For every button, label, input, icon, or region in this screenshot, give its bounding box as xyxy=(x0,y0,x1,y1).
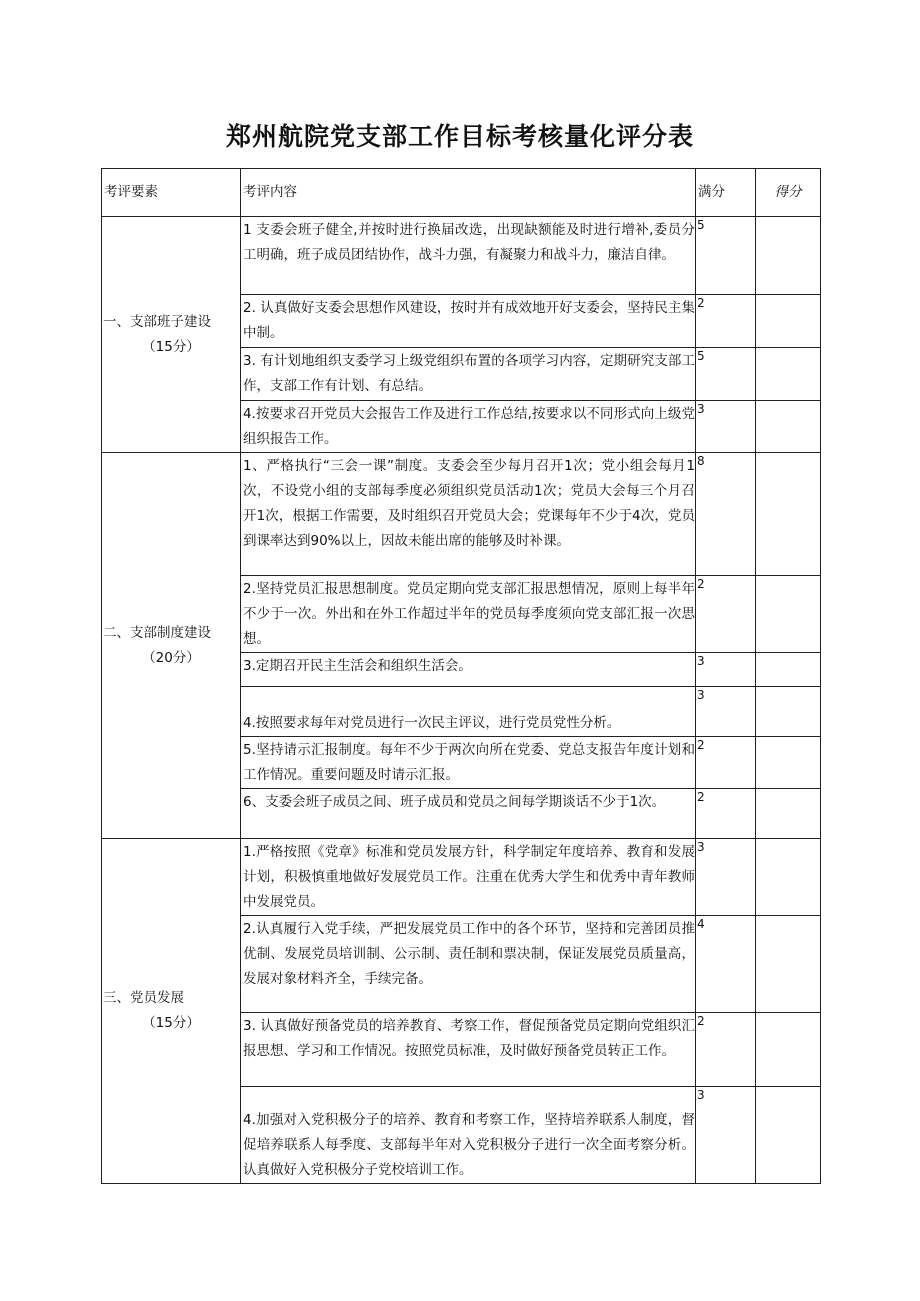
score-input[interactable] xyxy=(756,737,821,789)
header-item: 考评要素 xyxy=(102,169,241,217)
criteria-content: 2.坚持党员汇报思想制度。党员定期向党支部汇报思想情况，原则上每半年不少于一次。外出和在外工作超过半年的党员每季度须向党支部汇报一次思想。 xyxy=(241,576,696,653)
section-points: （15分） xyxy=(142,1015,200,1031)
header-score: 得分 xyxy=(756,169,821,217)
full-score: 3 xyxy=(696,653,756,687)
full-score: 5 xyxy=(696,348,756,401)
score-input[interactable] xyxy=(756,217,821,295)
score-input[interactable] xyxy=(756,687,821,737)
full-score: 8 xyxy=(696,453,756,576)
section-cell xyxy=(102,217,241,453)
criteria-content: 6、支委会班子成员之间、班子成员和党员之间每学期谈话不少于1次。 xyxy=(241,789,696,839)
section-points: （20分） xyxy=(142,649,200,666)
page-title: 郑州航院党支部工作目标考核量化评分表 xyxy=(225,122,694,151)
criteria-content: 1 支委会班子健全,并按时进行换届改选，出现缺额能及时进行增补,委员分工明确，班子成员团结协作，战斗力强，有凝聚力和战斗力，廉洁自律。 xyxy=(241,217,696,295)
full-score: 5 xyxy=(696,217,756,295)
criteria-content: 2.认真履行入党手续，严把发展党员工作中的各个环节，坚持和完善团员推优制、发展党员培训制、公示制、责任制和票决制，保证发展党员质量高，发展对象材料齐全，手续完备。 xyxy=(241,916,696,1013)
full-score: 3 xyxy=(696,687,756,737)
score-input[interactable] xyxy=(756,1013,821,1087)
criteria-content: 1、严格执行“三会一课”制度。支委会至少每月召开1次；党小组会每月1次，不设党小组的支部每季度必须组织党员活动1次；党员大会每三个月召开1次，根据工作需要，及时组织召开党员大会；党课每年不少于4次，党员到课率达到90%以上，因故未能出席的能够及时补课。 xyxy=(241,453,696,576)
header-content: 考评内容 xyxy=(241,169,696,217)
section-name: 一、支部班子建设 xyxy=(103,313,211,330)
section-points: （15分） xyxy=(142,338,200,355)
table-row xyxy=(102,453,821,576)
score-table xyxy=(101,168,821,1184)
header-full-score: 满分 xyxy=(696,169,756,217)
score-input[interactable] xyxy=(756,295,821,348)
full-score: 2 xyxy=(696,576,756,653)
section-cell xyxy=(102,839,241,1184)
header-row xyxy=(102,169,821,217)
score-input[interactable] xyxy=(756,789,821,839)
criteria-content: 5.坚持请示汇报制度。每年不少于两次向所在党委、党总支报告年度计划和工作情况。重要问题及时请示汇报。 xyxy=(241,737,696,789)
score-input[interactable] xyxy=(756,348,821,401)
criteria-content: 2. 认真做好支委会思想作风建设，按时并有成效地开好支委会，坚持民主集中制。 xyxy=(241,295,696,348)
criteria-content: 3. 认真做好预备党员的培养教育、考察工作，督促预备党员定期向党组织汇报思想、学习和工作情况。按照党员标准，及时做好预备党员转正工作。 xyxy=(241,1013,696,1087)
full-score: 2 xyxy=(696,295,756,348)
full-score: 3 xyxy=(696,1087,756,1184)
section-cell xyxy=(102,453,241,839)
criteria-content: 4.按要求召开党员大会报告工作及进行工作总结,按要求以不同形式向上级党组织报告工作。 xyxy=(241,401,696,453)
full-score: 2 xyxy=(696,789,756,839)
criteria-content: 4.按照要求每年对党员进行一次民主评议，进行党员党性分析。 xyxy=(241,687,696,737)
score-input[interactable] xyxy=(756,653,821,687)
table-row xyxy=(102,217,821,295)
full-score: 2 xyxy=(696,1013,756,1087)
full-score: 3 xyxy=(696,401,756,453)
table-row xyxy=(102,839,821,916)
section-name: 二、支部制度建设 xyxy=(103,624,211,641)
criteria-content: 3. 有计划地组织支委学习上级党组织布置的各项学习内容，定期研究支部工作，支部工作有计划、有总结。 xyxy=(241,348,696,401)
full-score: 2 xyxy=(696,737,756,789)
criteria-content: 4.加强对入党积极分子的培养、教育和考察工作，坚持培养联系人制度，督促培养联系人每季度、支部每半年对入党积极分子进行一次全面考察分析。认真做好入党积极分子党校培训工作。 xyxy=(241,1087,696,1184)
criteria-content: 3.定期召开民主生活会和组织生活会。 xyxy=(241,653,696,687)
score-input[interactable] xyxy=(756,453,821,576)
score-input[interactable] xyxy=(756,839,821,916)
score-input[interactable] xyxy=(756,916,821,1013)
section-name: 三、党员发展 xyxy=(103,990,184,1006)
criteria-content: 1.严格按照《党章》标准和党员发展方针，科学制定年度培养、教育和发展计划，积极慎重地做好发展党员工作。注重在优秀大学生和优秀中青年教师中发展党员。 xyxy=(241,839,696,916)
score-input[interactable] xyxy=(756,1087,821,1184)
full-score: 3 xyxy=(696,839,756,916)
score-input[interactable] xyxy=(756,401,821,453)
score-input[interactable] xyxy=(756,576,821,653)
full-score: 4 xyxy=(696,916,756,1013)
